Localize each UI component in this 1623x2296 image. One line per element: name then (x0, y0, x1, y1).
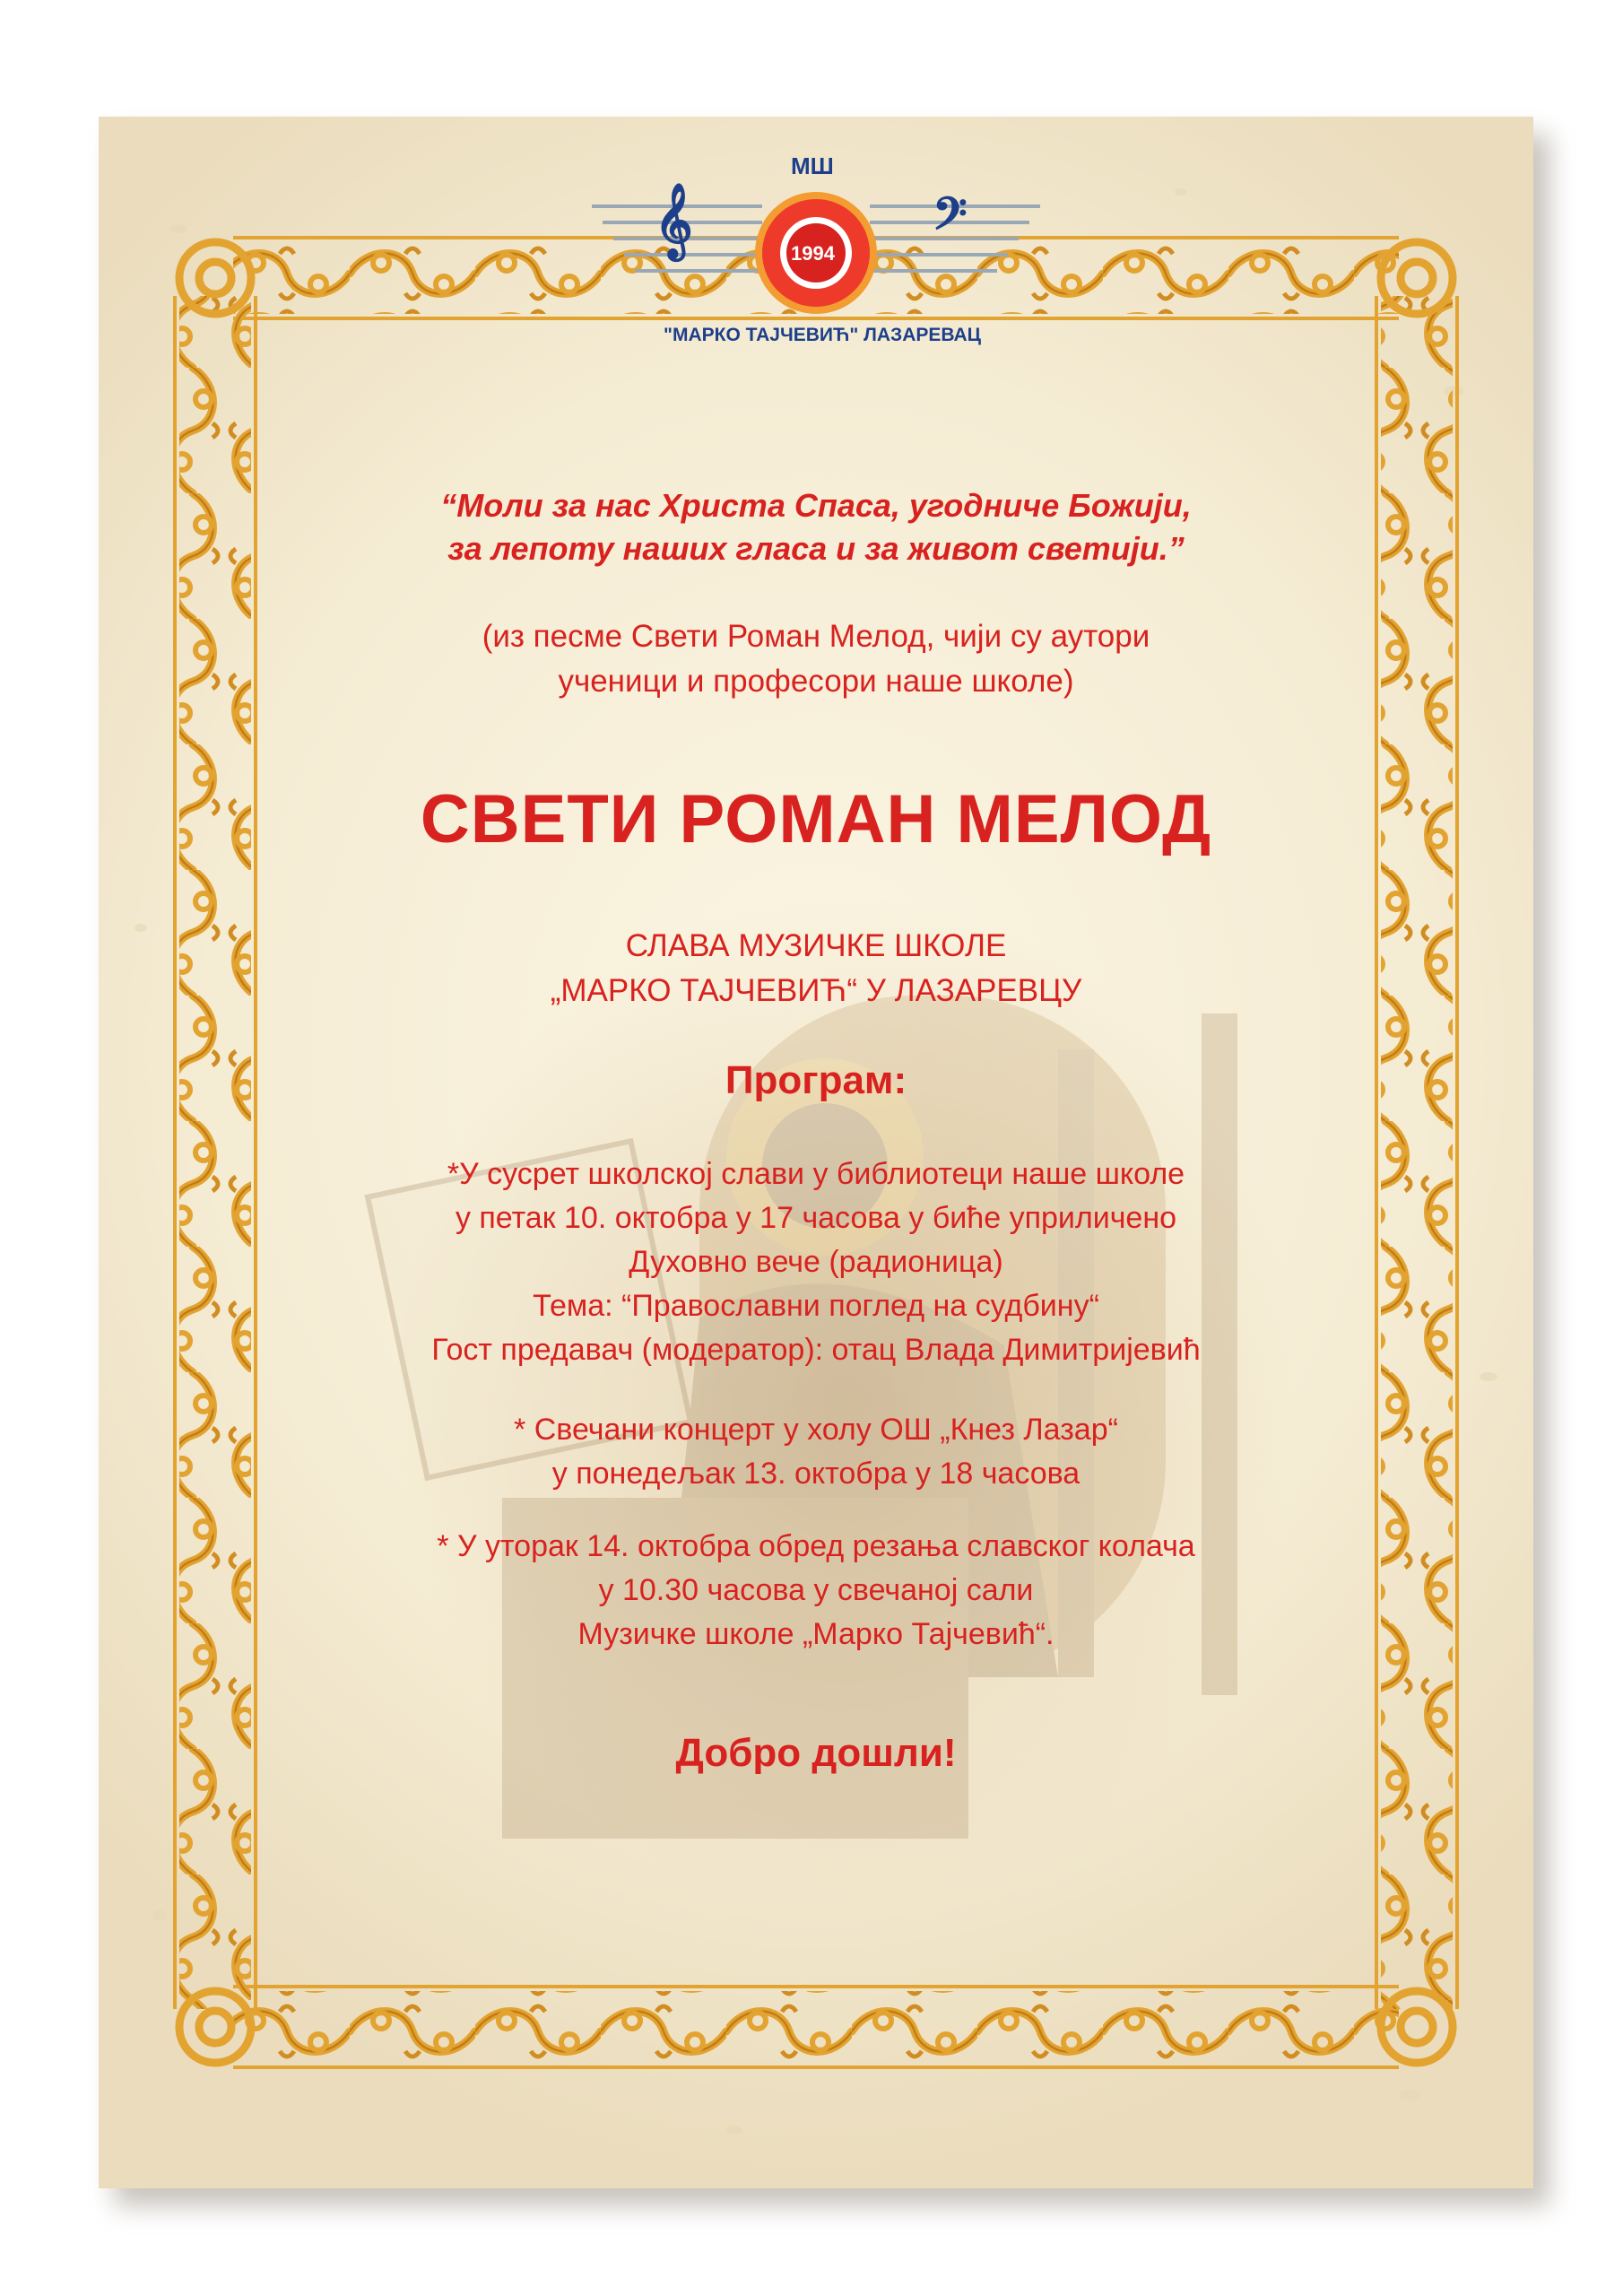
invitation-sheet (99, 117, 1533, 2188)
source-note (99, 614, 1533, 704)
program-line: *У сусрет школској слави у библиотеци наше школе (447, 1157, 1185, 1191)
program-line: Гост предавач (модератор): отац Влада Димитријевић (431, 1333, 1201, 1367)
treble-clef-icon: 𝄞 (655, 185, 693, 257)
quote-line-2: за лепоту наших гласа и за живот светији.” (447, 530, 1185, 567)
school-logo (583, 152, 1049, 359)
program-line: Тема: “Православни поглед на судбину“ (533, 1289, 1099, 1323)
slava-subtitle (99, 924, 1533, 1013)
program-line: Духовно вече (радионица) (629, 1245, 1003, 1279)
logo-initials: МШ (791, 152, 834, 179)
logo-school-name: "МАРКО ТАЈЧЕВИЋ" ЛАЗАРЕВАЦ (664, 325, 982, 345)
source-note-line-2: ученици и професори наше школе) (558, 664, 1074, 699)
slava-line-1: СЛАВА МУЗИЧКЕ ШКОЛЕ (625, 928, 1007, 963)
program-heading: Програм: (725, 1058, 907, 1102)
program-line: * Свечани концерт у холу ОШ „Кнез Лазар“ (514, 1413, 1118, 1447)
page-title: СВЕТИ РОМАН МЕЛОД (420, 781, 1212, 857)
quote-block (99, 484, 1533, 570)
program-item-3 (99, 1525, 1533, 1657)
slava-line-2: „МАРКО ТАЈЧЕВИЋ“ У ЛАЗАРЕВЦУ (550, 973, 1082, 1008)
program-line: у петак 10. октобра у 17 часова у биће уприличено (455, 1201, 1177, 1235)
program-line: Музичке школе „Марко Тајчевић“. (577, 1617, 1055, 1651)
program-item-2 (99, 1408, 1533, 1496)
program-line: * У уторак 14. октобра обред резања славског колача (437, 1529, 1195, 1563)
source-note-line-1: (из песме Свети Роман Мелод, чији су аутори (482, 619, 1150, 654)
program-item-1 (99, 1152, 1533, 1372)
program-line: у 10.30 часова у свечаној сали (598, 1573, 1034, 1607)
program-line: у понедељак 13. октобра у 18 часова (551, 1457, 1081, 1491)
quote-line-1: “Моли за нас Христа Спаса, угодниче Божији, (440, 487, 1192, 524)
bass-clef-icon: 𝄢 (933, 189, 968, 249)
welcome-text: Добро дошли! (675, 1731, 957, 1775)
logo-year: 1994 (791, 242, 835, 265)
